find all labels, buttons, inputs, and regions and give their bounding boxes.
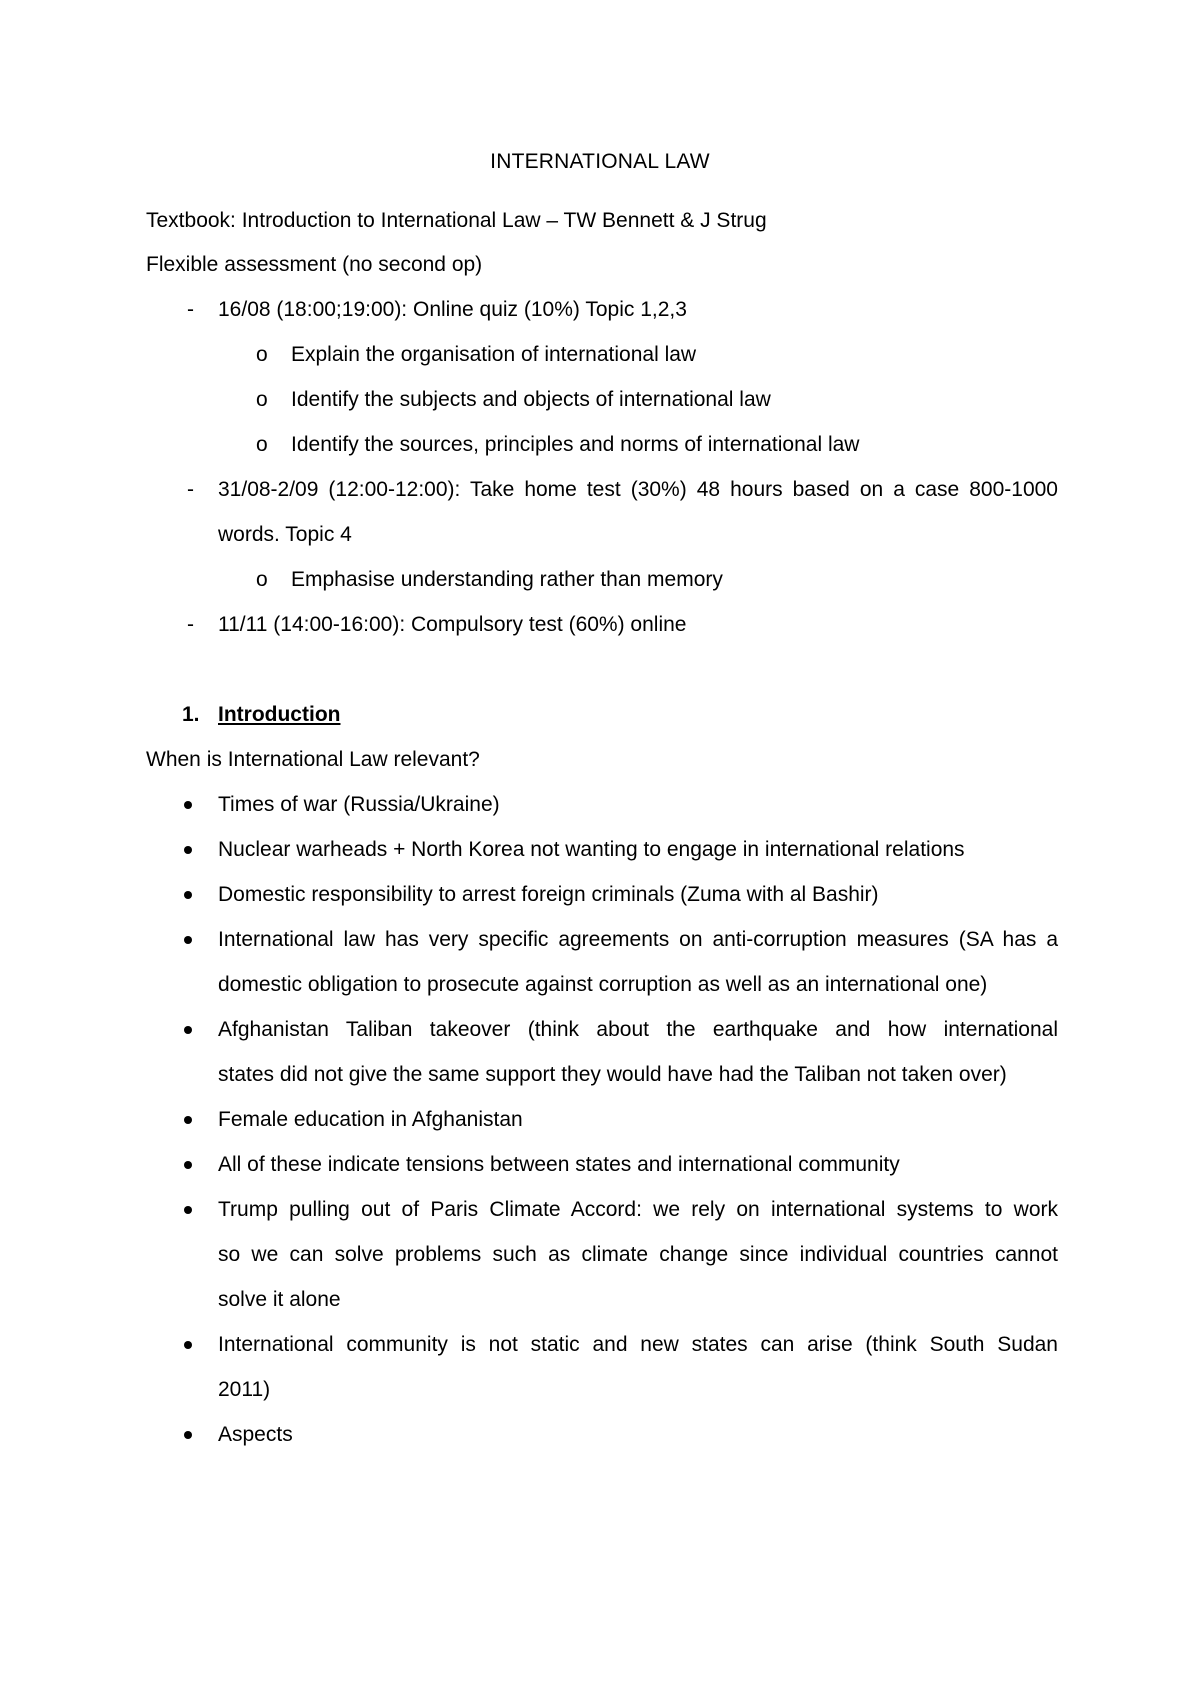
bullet-text: so we can solve problems such as climate change since individual countries cannot	[218, 1243, 1058, 1266]
bullet-text: All of these indicate tensions between states and international community	[218, 1153, 900, 1176]
bullet-icon	[184, 1206, 192, 1214]
circle-bullet-icon: o	[256, 433, 268, 456]
bullet-icon	[184, 846, 192, 854]
sub-item-text: Identify the sources, principles and norms of international law	[291, 433, 860, 456]
section-number: 1.	[182, 703, 200, 726]
bullet-text: Trump pulling out of Paris Climate Accord: we rely on international systems to work	[218, 1198, 1058, 1221]
bullet-text: Aspects	[218, 1423, 293, 1446]
bullet-icon	[184, 1026, 192, 1034]
bullet-icon	[184, 1116, 192, 1124]
sub-item-text: Identify the subjects and objects of international law	[291, 388, 771, 411]
bullet-text: domestic obligation to prosecute against corruption as well as an international one)	[218, 973, 988, 996]
assessment-item-text: words. Topic 4	[218, 523, 352, 546]
sub-item-text: Emphasise understanding rather than memory	[291, 568, 723, 591]
bullet-icon	[184, 801, 192, 809]
circle-bullet-icon: o	[256, 388, 268, 411]
bullet-text: International law has very specific agreements on anti-corruption measures (SA has a	[218, 928, 1058, 951]
bullet-icon	[184, 1341, 192, 1349]
bullet-text: Times of war (Russia/Ukraine)	[218, 793, 500, 816]
sub-item-text: Explain the organisation of international law	[291, 343, 697, 366]
circle-bullet-icon: o	[256, 343, 268, 366]
assessment-heading: Flexible assessment (no second op)	[146, 253, 483, 276]
bullet-text: solve it alone	[218, 1288, 341, 1311]
bullet-text: Nuclear warheads + North Korea not wanting to engage in international relations	[218, 838, 965, 861]
assessment-item-text: 16/08 (18:00;19:00): Online quiz (10%) Topic 1,2,3	[218, 298, 687, 321]
circle-bullet-icon: o	[256, 568, 268, 591]
bullet-text: Female education in Afghanistan	[218, 1108, 523, 1131]
assessment-item-text: 11/11 (14:00-16:00): Compulsory test (60%) online	[218, 613, 687, 636]
bullet-text: states did not give the same support they would have had the Taliban not taken over)	[218, 1063, 1007, 1086]
question-line: When is International Law relevant?	[146, 748, 480, 771]
bullet-icon	[184, 1161, 192, 1169]
dash-marker: -	[187, 298, 194, 321]
bullet-text: Domestic responsibility to arrest foreign criminals (Zuma with al Bashir)	[218, 883, 879, 906]
textbook-line: Textbook: Introduction to International Law – TW Bennett & J Strug	[146, 209, 767, 232]
dash-marker: -	[187, 478, 194, 501]
section-title: Introduction	[218, 703, 341, 726]
dash-marker: -	[187, 613, 194, 636]
bullet-icon	[184, 936, 192, 944]
document-title: INTERNATIONAL LAW	[490, 150, 710, 173]
bullet-text: International community is not static and new states can arise (think South Sudan	[218, 1333, 1058, 1356]
assessment-item-text: 31/08-2/09 (12:00-12:00): Take home test (30%) 48 hours based on a case 800-1000	[218, 478, 1058, 501]
bullet-text: 2011)	[218, 1378, 271, 1401]
bullet-icon	[184, 1431, 192, 1439]
bullet-icon	[184, 891, 192, 899]
bullet-text: Afghanistan Taliban takeover (think about the earthquake and how international	[218, 1018, 1058, 1041]
